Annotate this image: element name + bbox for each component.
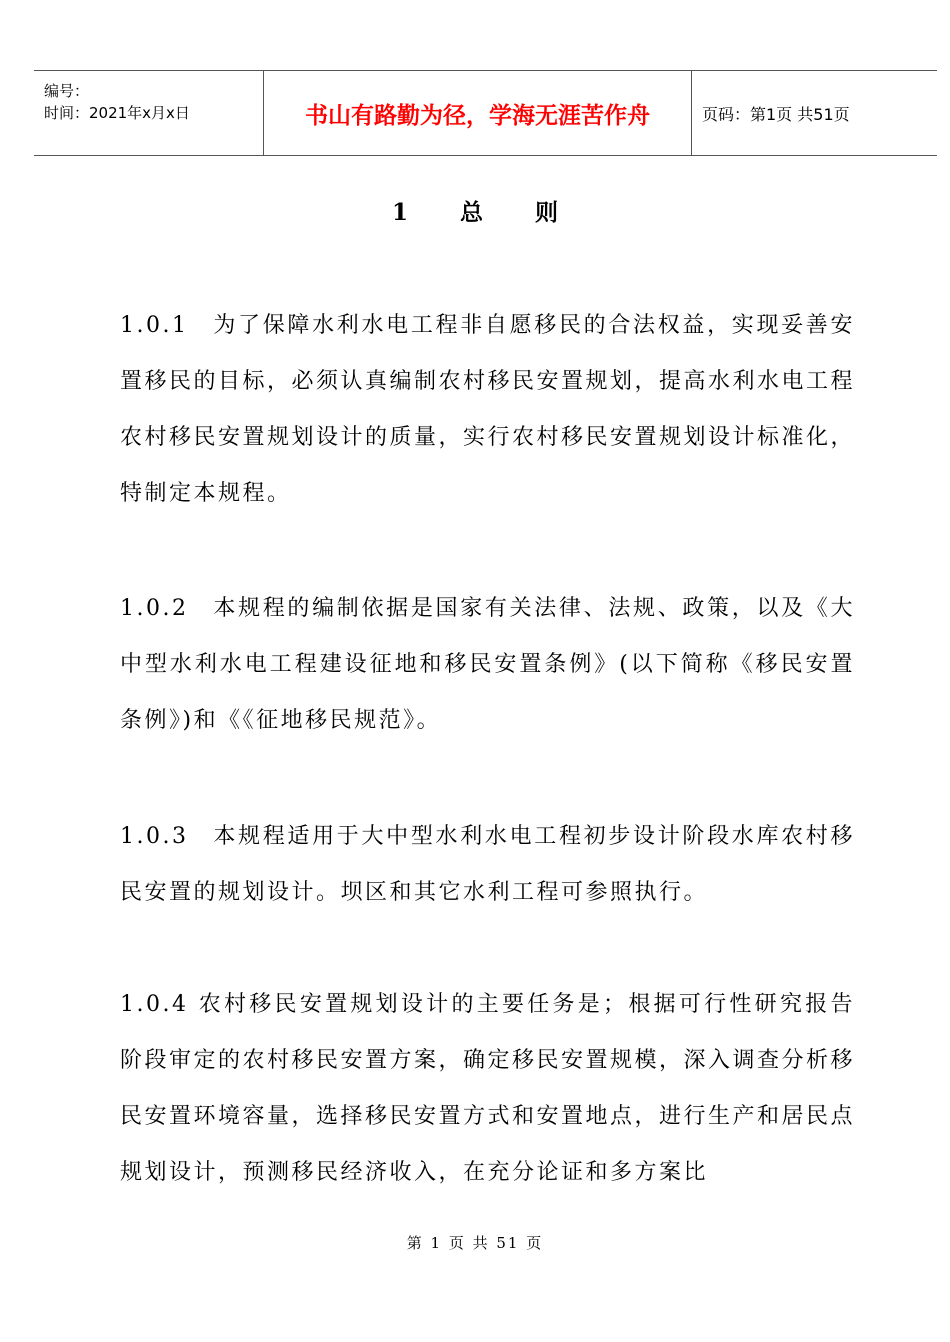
header-motto: 书山有路勤为径，学海无涯苦作舟 bbox=[264, 71, 692, 155]
header-meta bbox=[34, 71, 264, 155]
document-time-label: 时间：2021年x月x日 bbox=[44, 104, 190, 122]
page-header bbox=[34, 70, 937, 156]
paragraph-1-0-1: 1.0.1 为了保障水利水电工程非自愿移民的合法权益，实现妥善安置移民的目标，必须认真编制农村移民安置规划，提高水利水电工程农村移民安置规划设计的质量，实行农村移民安置规划设计标准化，特制定本规程。 bbox=[120, 313, 856, 506]
page-footer: 第 1 页 共 51 页 bbox=[406, 1234, 544, 1252]
header-page-info: 页码：第1页 共51页 bbox=[702, 104, 850, 124]
section-title: 1 总 则 bbox=[391, 199, 581, 226]
document-number-label: 编号： bbox=[44, 82, 90, 100]
paragraph-1-0-4: 1.0.4 农村移民安置规划设计的主要任务是；根据可行性研究报告阶段审定的农村移民安置方案，确定移民安置规模，深入调查分析移民安置环境容量，选择移民安置方式和安置地点，进行生产和居民点规划设计，预测移民经济收入，在充分论证和多方案比 bbox=[120, 992, 856, 1185]
paragraph-1-0-3: 1.0.3 本规程适用于大中型水利水电工程初步设计阶段水库农村移民安置的规划设计。坝区和其它水利工程可参照执行。 bbox=[120, 824, 855, 905]
paragraph-1-0-2: 1.0.2 本规程的编制依据是国家有关法律、法规、政策，以及《大中型水利水电工程建设征地和移民安置条例》(以下简称《移民安置条例》)和《《征地移民规范》。 bbox=[120, 596, 855, 733]
